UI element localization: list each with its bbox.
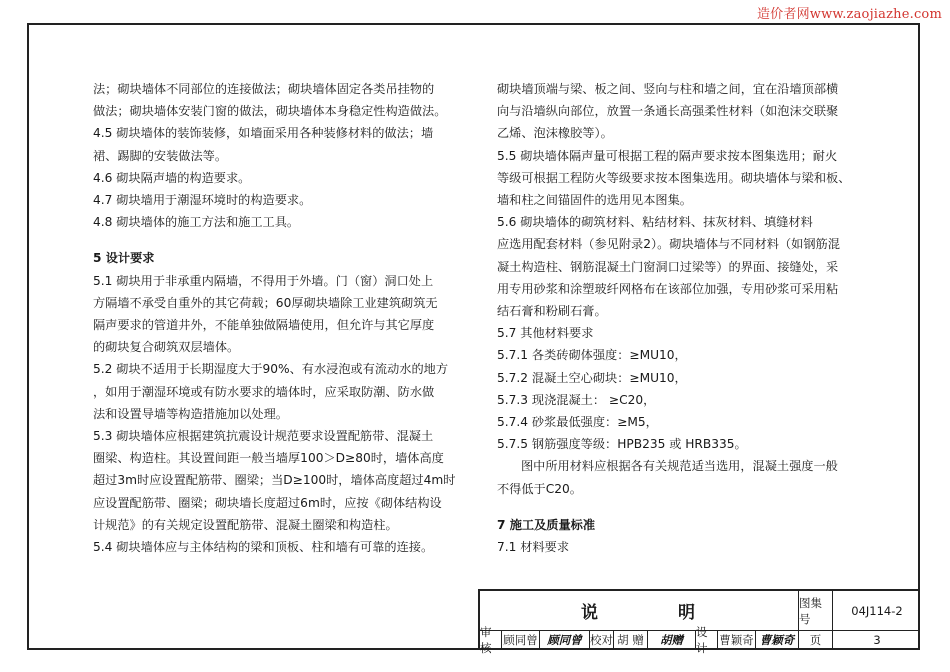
left-text-column [93, 78, 456, 558]
text-line: 计规范》的有关规定设置配筋带、混凝土圈梁和构造柱。 [93, 517, 398, 532]
text-line: 凝土构造柱、钢筋混凝土门窗洞口过梁等）的界面、接缝处，采 [497, 259, 839, 274]
text-line: 4.8 砌块墙体的施工方法和施工工具。 [93, 215, 300, 230]
text-line: 4.5 砌块墙体的装饰装修，如墙面采用各种装修材料的做法；墙 [93, 126, 434, 141]
title-block [478, 589, 919, 655]
check-name: 胡 赠 [614, 630, 648, 650]
section-heading: 5 设计要求 [93, 251, 155, 266]
text-line: 做法；砌块墙体安装门窗的做法，砌块墙体本身稳定性构造做法。 [93, 104, 447, 119]
text-line: 不得低于C20。 [497, 481, 582, 496]
text-line: 5.5 砌块墙体隔声量可根据工程的隔声要求按本图集选用；耐火 [497, 148, 838, 163]
text-line: 的砌块复合砌筑双层墙体。 [93, 340, 240, 355]
text-line: 5.1 砌块用于非承重内隔墙，不得用于外墙。门（窗）洞口处上 [93, 273, 434, 288]
text-line: 5.6 砌块墙体的砌筑材料、粘结材料、抹灰材料、填缝材料 [497, 215, 813, 230]
check-label: 校对 [590, 630, 614, 650]
text-line: 法和设置导墙等构造措施加以处理。 [93, 406, 288, 421]
text-line: 法；砌块墙体不同部位的连接做法；砌块墙体固定各类吊挂物的 [93, 82, 435, 96]
review-label: 审核 [480, 630, 502, 650]
review-signature: 顾同曾 [540, 630, 590, 650]
review-name: 顾同曾 [502, 630, 540, 650]
text-line: 5.4 砌块墙体应与主体结构的梁和顶板、柱和墙有可靠的连接。 [93, 540, 434, 555]
paragraph-gap [497, 500, 857, 514]
text-line: 5.7.1 各类砖砌体强度：≥MU10， [497, 348, 687, 363]
text-line: 向与沿墙纵向部位，放置一条通长高强柔性材料（如泡沫交联聚 [497, 104, 839, 119]
text-line: 5.7.3 现浇混凝土： ≥C20， [497, 392, 656, 407]
design-name: 曹颖奇 [718, 630, 756, 650]
text-line: 用专用砂浆和涂塑玻纤网格布在该部位加强，专用砂浆可采用粘 [497, 281, 839, 296]
text-line: 5.7.2 混凝土空心砌块：≥MU10， [497, 370, 687, 385]
text-line: 5.3 砌块墙体应根据建筑抗震设计规范要求设置配筋带、混凝土 [93, 429, 434, 444]
text-line: 图中所用材料应根据各有关规范适当选用，混凝土强度一般 [521, 459, 838, 474]
design-label: 设计 [696, 630, 718, 650]
page-label: 页 [799, 630, 833, 650]
text-line: 超过3m时应设置配筋带、圈梁；当D≥100时，墙体高度超过4m时 [93, 473, 456, 488]
right-text-column [497, 78, 857, 558]
text-line: 应选用配套材料（参见附录2）。砌块墙体与不同材料（如钢筋混 [497, 237, 840, 252]
text-line: 4.6 砌块隔声墙的构造要求。 [93, 170, 251, 185]
text-line: 7.1 材料要求 [497, 540, 570, 555]
text-line: 方隔墙不承受自重外的其它荷载；60厚砌块墙除工业建筑砌筑无 [93, 295, 438, 310]
text-line: 墙和柱之间锚固件的选用见本图集。 [497, 193, 692, 208]
watermark: 造价者网www.zaojiazhe.com [756, 7, 942, 22]
title-char-1: 说 [581, 603, 600, 623]
atlas-number: 04J114-2 [851, 603, 903, 618]
text-line: 5.7.4 砂浆最低强度：≥M5， [497, 415, 658, 430]
atlas-label: 图集号 [799, 591, 833, 630]
text-line: 4.7 砌块墙用于潮湿环境时的构造要求。 [93, 193, 312, 208]
text-line: 砌块墙顶端与梁、板之间、竖向与柱和墙之间，宜在沿墙顶部横 [497, 82, 839, 96]
design-signature: 曹颖奇 [756, 630, 799, 650]
text-line: 应设置配筋带、圈梁；砌块墙长度超过6m时，应按《砌体结构设 [93, 495, 442, 510]
title-char-2: 明 [678, 603, 697, 623]
text-line: 5.7 其他材料要求 [497, 326, 594, 341]
paragraph-gap [93, 233, 443, 247]
text-line: 裙、踢脚的安装做法等。 [93, 148, 228, 163]
drawing-title [480, 591, 799, 630]
text-line: 结石膏和粉刷石膏。 [497, 304, 607, 319]
text-line: 乙烯、泡沫橡胶等）。 [497, 126, 613, 141]
text-line: 5.2 砌块不适用于长期湿度大于90%、有水浸泡或有流动水的地方 [93, 362, 449, 377]
text-line: 5.7.5 钢筋强度等级：HPB235 或 HRB335。 [497, 437, 747, 452]
page-number: 3 [873, 633, 881, 647]
text-line: 圈梁、构造柱。其设置间距一般当墙厚100＞D≥80时，墙体高度 [93, 451, 444, 466]
text-line: 等级可根据工程防火等级要求按本图集选用。砌块墙体与梁和板、 [497, 170, 851, 185]
section-heading: 7 施工及质量标准 [497, 517, 596, 532]
text-line: 隔声要求的管道井外，不能单独做隔墙使用，但允许与其它厚度 [93, 318, 435, 333]
check-signature: 胡赠 [648, 630, 696, 650]
text-line: ，如用于潮湿环境或有防水要求的墙体时，应采取防潮、防水做 [93, 384, 435, 399]
